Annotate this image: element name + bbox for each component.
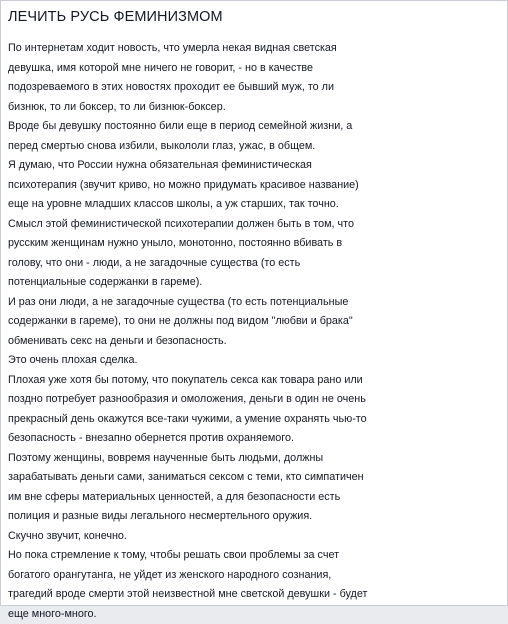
post-body xyxy=(8,39,504,624)
post-text-line: бизнюк, то ли боксер, то ли бизнюк-боксер. xyxy=(8,98,504,118)
post-text-line: еще много-много. xyxy=(8,605,504,624)
post-text-line: психотерапия (звучит криво, но можно придумать красивое название) xyxy=(8,176,504,196)
post-text-line: По интернетам ходит новость, что умерла некая видная светская xyxy=(8,39,504,59)
post-text-line: Это очень плохая сделка. xyxy=(8,351,504,371)
post-text-line: Смысл этой феминистической психотерапии должен быть в том, что xyxy=(8,215,504,235)
post-text-line: И раз они люди, а не загадочные существа (то есть потенциальные xyxy=(8,293,504,313)
post-text-line: поздно потребует разнообразия и омоложения, деньги в один не очень xyxy=(8,390,504,410)
post-text-line: Вроде бы девушку постоянно били еще в период семейной жизни, а xyxy=(8,117,504,137)
post-text-line: Но пока стремление к тому, чтобы решать свои проблемы за счет xyxy=(8,546,504,566)
post-text-line: богатого орангутанга, не уйдет из женского народного сознания, xyxy=(8,566,504,586)
post-text-line: еще на уровне младших классов школы, а уж старших, так точно. xyxy=(8,195,504,215)
post-text-line: Поэтому женщины, вовремя наученные быть людьми, должны xyxy=(8,449,504,469)
post-text-line: Скучно звучит, конечно. xyxy=(8,527,504,547)
post-text-line: зарабатывать деньги сами, заниматься сексом с теми, кто симпатичен xyxy=(8,468,504,488)
post-text-line: содержанки в гареме), то они не должны под видом "любви и брака" xyxy=(8,312,504,332)
post-text-line: девушка, имя которой мне ничего не говорит, - но в качестве xyxy=(8,59,504,79)
post-text-line: голову, что они - люди, а не загадочные существа (то есть xyxy=(8,254,504,274)
post-text-line: безопасность - внезапно обернется против охраняемого. xyxy=(8,429,504,449)
post-text-line: трагедий вроде смерти этой неизвестной мне светской девушки - будет xyxy=(8,585,504,605)
post-text-line: прекрасный день окажутся все-таки чужими, а умение охранять чью-то xyxy=(8,410,504,430)
post-text-line: полиция и разные виды легального несмертельного оружия. xyxy=(8,507,504,527)
post-text-line: Плохая уже хотя бы потому, что покупатель секса как товара рано или xyxy=(8,371,504,391)
post-text-line: им вне сферы материальных ценностей, а для безопасности есть xyxy=(8,488,504,508)
post-text-line: перед смертью снова избили, выкололи глаз, ужас, в общем. xyxy=(8,137,504,157)
post-text-line: потенциальные содержанки в гареме). xyxy=(8,273,504,293)
post-title: ЛЕЧИТЬ РУСЬ ФЕМИНИЗМОМ xyxy=(8,9,223,25)
post-text-line: обменивать секс на деньги и безопасность. xyxy=(8,332,504,352)
post-text-line: русским женщинам нужно уныло, монотонно, постоянно вбивать в xyxy=(8,234,504,254)
post-text-line: Я думаю, что России нужна обязательная феминистическая xyxy=(8,156,504,176)
post-text-line: подозреваемого в этих новостях проходит ее бывший муж, то ли xyxy=(8,78,504,98)
